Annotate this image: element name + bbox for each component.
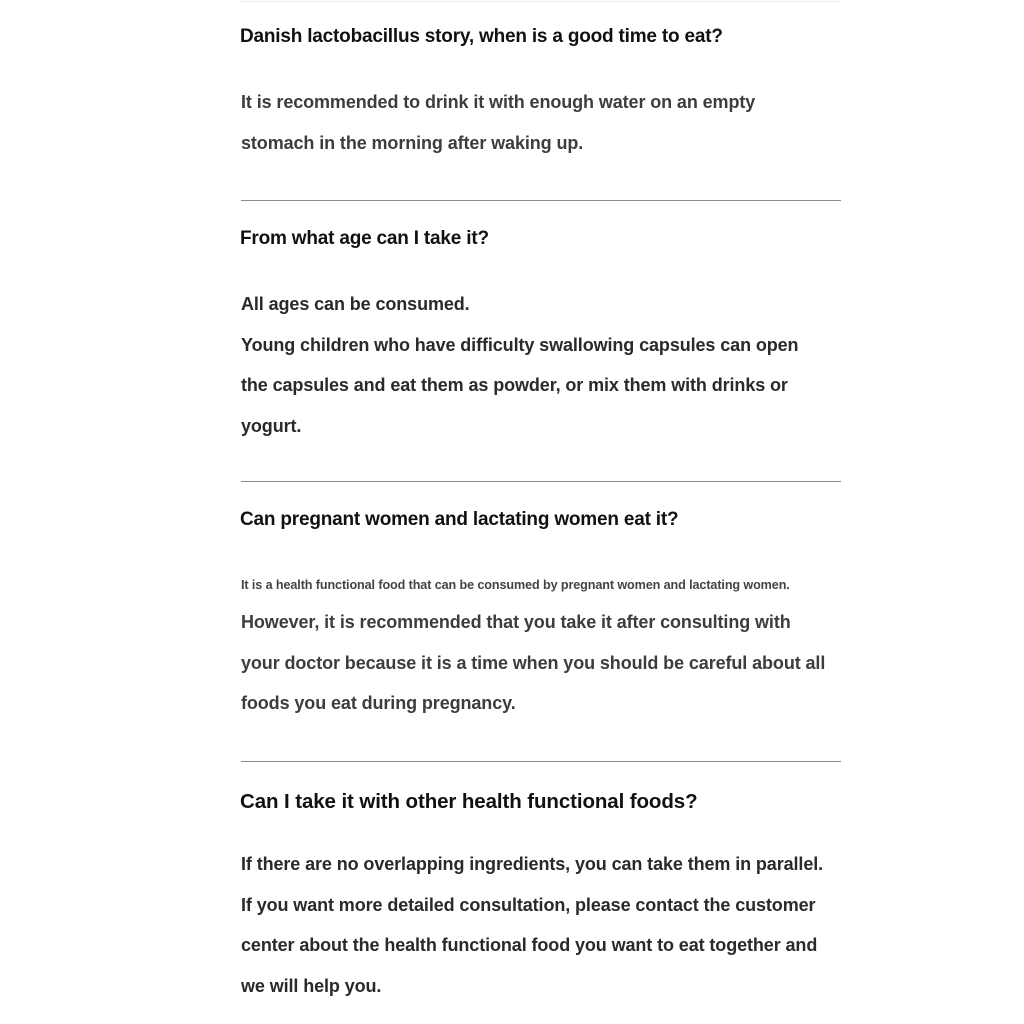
- faq-answer-2: [241, 284, 798, 447]
- faq-answer-3: [241, 568, 825, 724]
- faq-answer-4-line-1: If there are no overlapping ingredients, you can take them in parallel.: [241, 854, 824, 874]
- faq-answer-2-line-2: Young children who have difficulty swallowing capsules can open: [241, 334, 799, 355]
- faq-question-2: From what age can I take it?: [240, 228, 489, 249]
- faq-answer-1: [241, 82, 755, 163]
- faq-question-1: Danish lactobacillus story, when is a good time to eat?: [240, 26, 723, 47]
- faq-answer-4-line-2: If you want more detailed consultation, please contact the customer: [241, 894, 816, 915]
- faq-answer-2-line-1: All ages can be consumed.: [241, 294, 470, 314]
- faq-answer-3-line-1: It is a health functional food that can be consumed by pregnant women and lactating women.: [241, 578, 790, 592]
- faq-answer-3-line-2: However, it is recommended that you take it after consulting with: [241, 612, 791, 632]
- faq-question-3: Can pregnant women and lactating women eat it?: [240, 509, 679, 530]
- faq-divider-3: [241, 761, 841, 762]
- faq-answer-2-line-3: the capsules and eat them as powder, or mix them with drinks or: [241, 375, 788, 396]
- faq-answer-3-line-4: foods you eat during pregnancy.: [241, 693, 516, 714]
- faq-answer-4: [241, 844, 823, 1007]
- faq-answer-4-line-3: center about the health functional food you want to eat together and: [241, 935, 818, 956]
- faq-answer-1-line-1: It is recommended to drink it with enough water on an empty: [241, 92, 756, 112]
- faq-answer-3-line-3: your doctor because it is a time when you should be careful about all: [241, 652, 826, 673]
- top-divider: [240, 1, 841, 2]
- faq-divider-2: [241, 481, 841, 482]
- faq-question-4: Can I take it with other health functional foods?: [240, 790, 698, 813]
- faq-answer-2-line-4: yogurt.: [241, 416, 302, 437]
- faq-answer-1-line-2: stomach in the morning after waking up.: [241, 132, 584, 153]
- faq-answer-4-line-4: we will help you.: [241, 976, 382, 997]
- faq-divider-1: [241, 200, 841, 201]
